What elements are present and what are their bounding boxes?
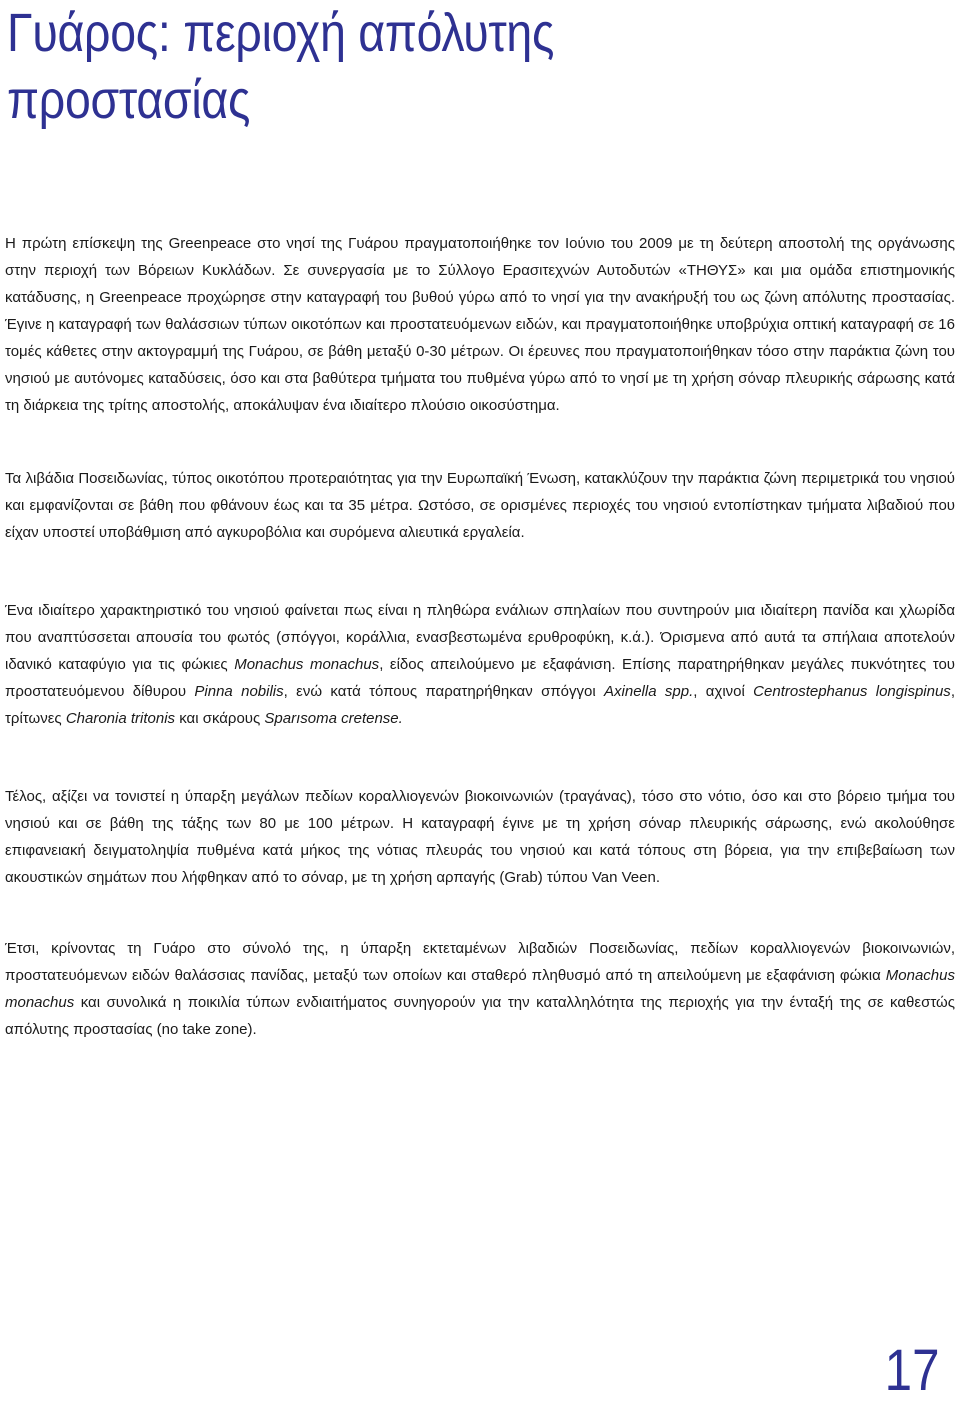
paragraph-text: Έτσι, κρίνοντας τη Γυάρο στο σύνολό της, η ύπαρξη εκτεταμένων λιβαδιών Ποσειδωνίας, πεδίων κοραλλιογενών βιοκοινωνιών, προστατευόμενων ειδών θαλάσσιας πανίδας, μεταξύ των οποίων και σταθερό πληθυσμό από τη απειλούμενη με εξαφάνιση φώκια <box>5 940 955 984</box>
paragraph-text: Η πρώτη επίσκεψη της Greenpeace στο νησί της Γυάρου πραγματοποιήθηκε τον Ιούνιο του 2009 με τη δεύτερη αποστολή της οργάνωσης στην περιοχή των Βόρειων Κυκλάδων. Σε συνεργασία με το Σύλλογο Ερασιτεχνών Αυτοδυτών «ΤΗΘΥΣ» και μια ομάδα επιστημονικής κατάδυσης, η Greenpeace προχώρησε στην καταγραφή του βυθού γύρω από το νησί για την ανακήρυξή του ως ζώνη απόλυτης προστασίας. Έγινε η καταγραφή των θαλάσσιων τύπων οικοτόπων και προστατευόμενων ειδών, και πραγματοποιήθηκε υποβρύχια οπτική καταγραφή σε 16 τομές κάθετες στην ακτογραμμή της Γυάρου, σε βάθη μεταξύ 0-30 μέτρων. Οι έρευνες που πραγματοποιήθηκαν τόσο στην παράκτια ζώνη του νησιού με αυτόνομες καταδύσεις, όσο και στα βαθύτερα τμήματα του πυθμένα γύρω από το νησί με τη χρήση σόναρ πλευρικής σάρωσης κατά τη διάρκεια της τρίτης αποστολής, αποκάλυψαν ένα ιδιαίτερο πλούσιο οικοσύστημα. <box>5 235 955 414</box>
paragraph-text: , είδος απειλούμενο με εξαφάνιση. Επίσης παρατηρήθηκαν μεγάλες πυκνότητες του προστατευόμενου δίθυρου <box>5 656 956 700</box>
paragraph-text: , τρίτωνες <box>5 683 955 727</box>
paragraph-text: Τέλος, αξίζει να τονιστεί η ύπαρξη μεγάλων πεδίων κοραλλιογενών βιοκοινωνιών (τραγάνας), τόσο στο νότιο, όσο και στο βόρειο τμήμα του νησιού και σε βάθη της τάξης των 80 με 100 μέτρων. Η καταγραφή έγινε με τη χρήση σόναρ πλευρικής σάρωσης, ενώ ακολούθησε επιφανειακή δειγματοληψία πυθμένα κατά μήκος της νότιας πλευράς του νησιού και κατά τόπους στη βόρεια, για την επιβεβαίωση των ακουστικών σημάτων που λήφθηκαν από το σόναρ, με τη χρήση αρπαγής (Grab) τύπου Van Veen. <box>5 788 955 886</box>
paragraph-intro <box>5 230 955 419</box>
italic-species-name: Axinella spp. <box>604 683 694 700</box>
paragraph-coralligenous <box>5 783 955 891</box>
italic-species-name: Sparısoma cretense. <box>264 710 403 727</box>
paragraph-text: , αχινοί <box>693 683 754 700</box>
page-title: Γυάρος: περιοχή απόλυτης προστασίας <box>7 3 555 130</box>
paragraph-text: και συνολικά η ποικιλία τύπων ενδιαιτήματος συνηγορούν για την καταλληλότητα της περιοχής για την ένταξή της σε καθεστώς απόλυτης προστασίας (no take zone). <box>5 994 955 1038</box>
paragraph-text: Τα λιβάδια Ποσειδωνίας, τύπος οικοτόπου προτεραιότητας για την Ευρωπαϊκή Ένωση, κατακλύζουν την παράκτια ζώνη περιμετρικά του νησιού και εμφανίζονται σε βάθη που φθάνουν έως και τα 35 μέτρα. Ωστόσο, σε ορισμένες περιοχές του νησιού εντοπίστηκαν τμήματα λιβαδιού που είχαν υποστεί υποβάθμιση από αγκυροβόλια και συρόμενα αλιευτικά εργαλεία. <box>5 470 955 541</box>
paragraph-text: , ενώ κατά τόπους παρατηρήθηκαν σπόγγοι <box>283 683 605 700</box>
paragraph-conclusion <box>5 935 955 1043</box>
paragraph-posidonia <box>5 465 955 546</box>
italic-species-name: Pinna nobilis <box>194 683 284 700</box>
paragraph-caves <box>5 597 955 732</box>
paragraph-text: Ένα ιδιαίτερο χαρακτηριστικό του νησιού φαίνεται πως είναι η πληθώρα ενάλιων σπηλαίων που συντηρούν μια ιδιαίτερη πανίδα και χλωρίδα που αναπτύσσεται απουσία του φωτός (σπόγγοι, κοράλλια, ενασβεστωμένα ερυθροφύκη, κ.ά.). Όρισμενα από αυτά τα σπήλαια αποτελούν ιδανικό καταφύγιο για τις φώκιες <box>5 602 955 673</box>
italic-species-name: Monachus monachus <box>234 656 380 673</box>
italic-species-name: Centrostephanus longispinus <box>753 683 951 700</box>
italic-species-name: Monachus monachus <box>5 967 955 1011</box>
paragraph-text: και σκάρους <box>175 710 265 727</box>
page-number: 17 <box>885 1338 940 1403</box>
italic-species-name: Charonia tritonis <box>65 710 176 727</box>
